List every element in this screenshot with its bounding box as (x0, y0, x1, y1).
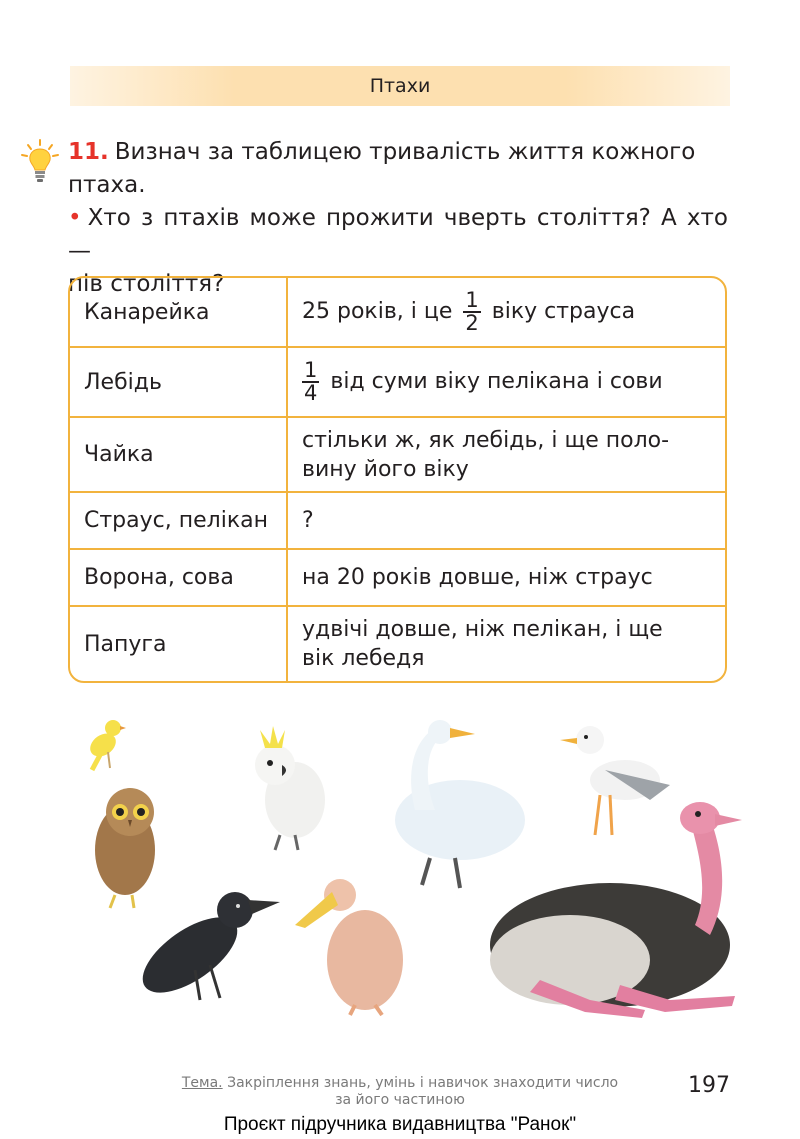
canary-image (86, 720, 126, 770)
table-row (70, 348, 725, 418)
lifespan-text: удвічі довше, ніж пелікан, і ще (302, 617, 663, 642)
fraction-denominator: 2 (465, 311, 479, 335)
footer-topic (160, 1075, 640, 1109)
task-line-1: Визнач за таблицею тривалість життя кожного (114, 139, 696, 165)
topic-text-2: за його частиною (335, 1092, 465, 1108)
bird-name: Папуга (70, 607, 288, 681)
lightbulb-icon (20, 138, 60, 184)
lifespan-text: стільки ж, як лебідь, і ще поло- (302, 427, 670, 453)
crow-image (131, 892, 280, 1007)
section-header (70, 66, 730, 106)
task-instruction (68, 136, 728, 169)
fraction (302, 360, 319, 404)
owl-image (95, 788, 155, 908)
lifespan-cell: на 20 років довше, ніж страус (288, 550, 725, 607)
table-row (70, 607, 725, 681)
lifespan-cell (288, 418, 725, 493)
seagull-image (560, 726, 670, 835)
task-line-4: пів століття? (68, 271, 225, 297)
ostrich-image (490, 802, 742, 1018)
section-title: Птахи (369, 75, 431, 97)
publisher-note: Проєкт підручника видавництва "Ранок" (223, 1114, 577, 1135)
bullet-marker: • (68, 205, 82, 231)
fraction (463, 290, 480, 334)
task-line-2: птаха. (68, 172, 146, 198)
fraction-numerator: 1 (304, 358, 318, 382)
lifespan-text: вину його віку (302, 456, 469, 482)
task-question (68, 202, 728, 268)
lifespan-cell: ? (288, 493, 725, 550)
topic-label: Тема. (181, 1075, 223, 1091)
table-row (70, 493, 725, 550)
page-number: 197 (688, 1073, 730, 1098)
fraction-denominator: 4 (304, 381, 318, 405)
lifespan-text: віку страуса (491, 299, 636, 324)
fraction-numerator: 1 (465, 288, 479, 312)
cockatoo-image (255, 726, 325, 850)
swan-image (395, 720, 525, 888)
lifespan-cell (288, 278, 725, 348)
bird-name: Чайка (70, 418, 288, 493)
bird-name: Ворона, сова (70, 550, 288, 607)
bird-name: Лебідь (70, 348, 288, 418)
table-row (70, 418, 725, 493)
bird-lifespan-table (68, 276, 727, 683)
table-row (70, 278, 725, 348)
lifespan-text: вік лебедя (302, 646, 425, 671)
lifespan-text: від суми віку пелікана і сови (330, 369, 663, 394)
lifespan-text: 25 років, і це (302, 299, 453, 324)
pelican-image (295, 879, 403, 1015)
task-number: 11. (68, 139, 109, 165)
task-line-3: Хто з птахів може прожити чверть століття? А хто — (68, 205, 728, 264)
lifespan-cell (288, 607, 725, 681)
lifespan-cell (288, 348, 725, 418)
bird-name: Страус, пелікан (70, 493, 288, 550)
birds-illustration (70, 700, 750, 1030)
bird-name: Канарейка (70, 278, 288, 348)
topic-text-1: Закріплення знань, умінь і навичок знаходити число (227, 1075, 619, 1091)
table-row (70, 550, 725, 607)
